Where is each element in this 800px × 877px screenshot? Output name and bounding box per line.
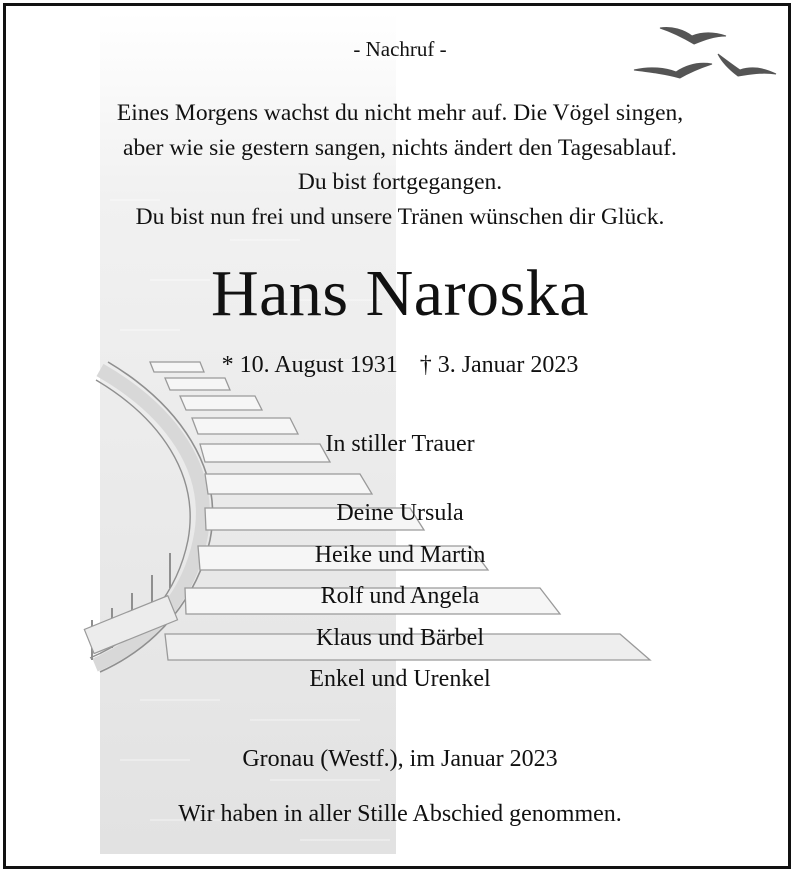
bird-icon — [634, 63, 712, 78]
poem-line: Du bist nun frei und unsere Tränen wünschen dir Glück. — [135, 203, 665, 230]
deceased-name: Hans Naroska — [210, 257, 590, 330]
mourning-line: In stiller Trauer — [325, 431, 475, 457]
poem-line: aber wie sie gestern sangen, nichts ändert den Tagesablauf. — [123, 134, 677, 161]
family-member: Enkel und Urenkel — [309, 666, 491, 692]
family-member: Rolf und Angela — [320, 583, 480, 609]
closing-line: Wir haben in aller Stille Abschied genommen. — [178, 801, 622, 827]
place-date: Gronau (Westf.), im Januar 2023 — [242, 746, 558, 772]
death-date: † 3. Januar 2023 — [419, 352, 579, 378]
life-dates — [0, 352, 800, 379]
family-member: Deine Ursula — [336, 500, 464, 526]
poem-line: Du bist fortgegangen. — [297, 169, 503, 195]
family-member: Klaus und Bärbel — [316, 624, 484, 651]
family-member: Heike und Martin — [314, 541, 486, 568]
poem — [0, 96, 800, 234]
notice-heading: - Nachruf - — [353, 37, 447, 61]
poem-line: Eines Morgens wachst du nicht mehr auf. Die Vögel singen, — [116, 100, 684, 126]
birth-date: * 10. August 1931 — [221, 352, 398, 378]
family-list — [0, 493, 800, 701]
